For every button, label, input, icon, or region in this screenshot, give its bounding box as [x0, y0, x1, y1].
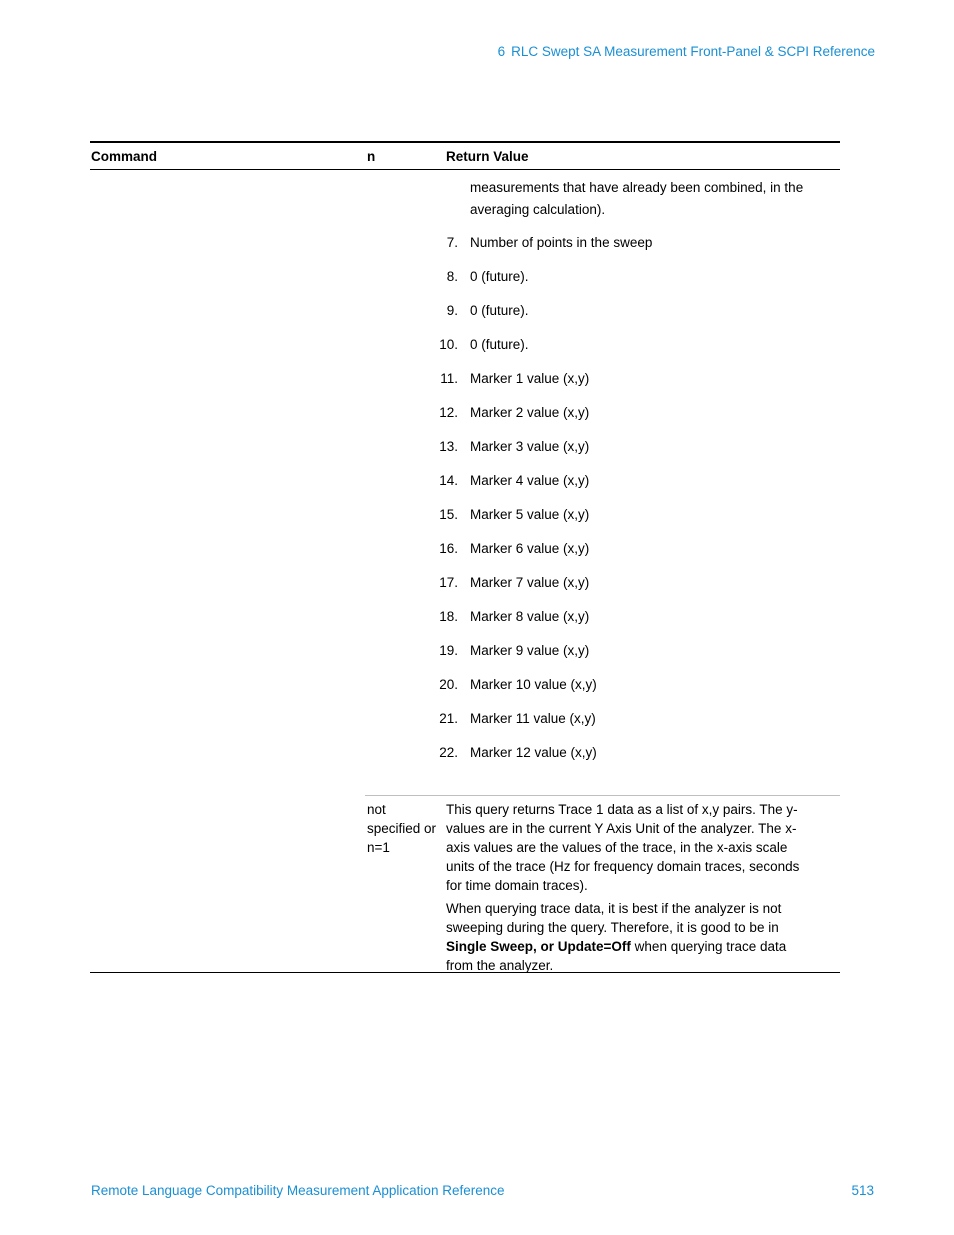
list-item-text: Marker 2 value (x,y)	[470, 405, 590, 420]
list-item-number: 12.	[439, 405, 458, 420]
list-item-text: Marker 11 value (x,y)	[470, 711, 596, 726]
list-item-text: Marker 12 value (x,y)	[470, 745, 597, 760]
query-note-paragraph	[446, 899, 816, 975]
list-item-number: 21.	[439, 711, 458, 726]
list-item-number: 13.	[439, 439, 458, 454]
continued-return-text: measurements that have already been combined, in the averaging calculation).	[470, 180, 804, 217]
table-bottom-rule	[90, 972, 840, 973]
note-text-before: When querying trace data, it is best if the analyzer is not sweeping during the query. Therefore, it is good to be in	[446, 901, 782, 935]
list-item-text: Marker 5 value (x,y)	[470, 507, 590, 522]
list-item-text: Marker 1 value (x,y)	[470, 371, 590, 386]
return-value-cell	[446, 800, 816, 979]
list-item	[430, 677, 830, 711]
list-item-text: Marker 9 value (x,y)	[470, 643, 590, 658]
list-item-text: Marker 3 value (x,y)	[470, 439, 590, 454]
note-text-after: when querying trace data from the analyzer.	[446, 939, 787, 973]
list-item-number: 20.	[439, 677, 458, 692]
table-header-row	[90, 143, 840, 170]
list-item-text: Marker 7 value (x,y)	[470, 575, 590, 590]
list-item	[430, 473, 830, 507]
list-item	[430, 711, 830, 745]
list-item	[430, 439, 830, 473]
return-value-list	[430, 235, 830, 779]
list-item-number: 15.	[439, 507, 458, 522]
list-item-number: 11.	[440, 371, 458, 386]
list-item	[430, 303, 830, 337]
column-header-n: n	[367, 149, 376, 164]
list-item-number: 9.	[446, 303, 458, 318]
list-item-text: Marker 6 value (x,y)	[470, 541, 590, 556]
list-item-number: 8.	[446, 269, 458, 284]
list-item	[430, 405, 830, 439]
list-item-number: 7.	[446, 235, 458, 250]
chapter-number: 6	[497, 44, 506, 59]
list-item	[430, 609, 830, 643]
table-row	[365, 795, 840, 973]
list-item-text: Marker 4 value (x,y)	[470, 473, 590, 488]
column-header-command: Command	[91, 149, 158, 164]
list-item-number: 16.	[439, 541, 458, 556]
running-header	[498, 44, 875, 59]
list-item-text: 0 (future).	[470, 269, 529, 284]
list-item-text: Number of points in the sweep	[470, 235, 653, 250]
list-item-text: Marker 10 value (x,y)	[470, 677, 597, 692]
list-item-text: Marker 8 value (x,y)	[470, 609, 590, 624]
list-item-text: 0 (future).	[470, 337, 529, 352]
list-item-number: 10.	[439, 337, 458, 352]
list-item-text: 0 (future).	[470, 303, 529, 318]
list-item-number: 17.	[439, 575, 458, 590]
list-item	[430, 643, 830, 677]
list-item-number: 14.	[439, 473, 458, 488]
page-number: 513	[851, 1183, 874, 1198]
list-item	[430, 507, 830, 541]
list-item	[430, 745, 830, 779]
list-item	[430, 337, 830, 371]
list-item-number: 19.	[439, 643, 458, 658]
trace-description-paragraph: This query returns Trace 1 data as a list of x,y pairs. The y-values are in the current Y Axis Unit of the analyzer. The x-axis values are the values of the trace, in the x-axis scale units of the trace (Hz for frequency domain traces, seconds for time domain traces).	[446, 802, 800, 893]
column-header-return-value: Return Value	[446, 149, 529, 164]
list-item	[430, 371, 830, 405]
command-table	[90, 141, 840, 973]
list-item	[430, 269, 830, 303]
chapter-title: RLC Swept SA Measurement Front-Panel & SCPI Reference	[511, 44, 875, 59]
list-item	[430, 575, 830, 609]
footer-title: Remote Language Compatibility Measurement Application Reference	[91, 1183, 505, 1198]
list-item	[430, 235, 830, 269]
list-item-number: 22.	[439, 745, 458, 760]
list-item-number: 18.	[439, 609, 458, 624]
note-text-bold: Single Sweep, or Update=Off	[446, 939, 631, 954]
n-value-cell: not specified or n=1	[367, 802, 437, 855]
list-item	[430, 541, 830, 575]
